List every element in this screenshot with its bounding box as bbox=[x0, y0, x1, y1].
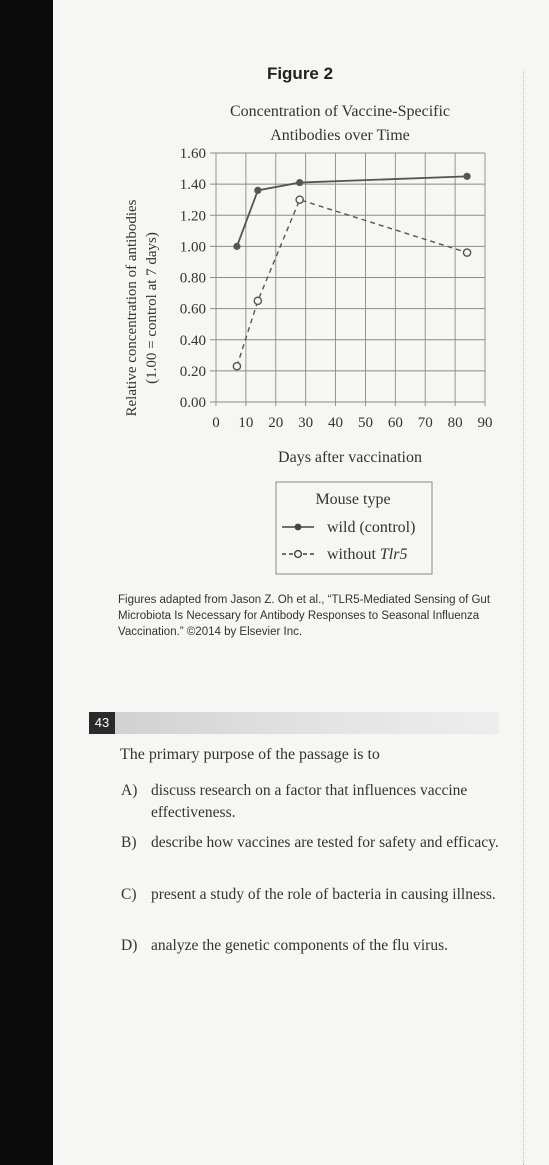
x-tick-label: 80 bbox=[447, 415, 463, 431]
antibody-line-chart bbox=[110, 95, 510, 585]
x-tick-label: 10 bbox=[238, 415, 254, 431]
legend-wild-marker bbox=[295, 524, 302, 531]
legend bbox=[276, 482, 432, 574]
option-letter: C) bbox=[121, 886, 137, 903]
legend-tlr5-label: without Tlr5 bbox=[327, 546, 408, 563]
data-series bbox=[233, 173, 470, 370]
y-tick-label: 1.40 bbox=[179, 177, 206, 194]
x-tick-label: 50 bbox=[357, 415, 373, 431]
option-text: discuss research on a factor that influences vaccine effectiveness. bbox=[151, 782, 468, 821]
column-divider bbox=[523, 70, 524, 1165]
data-point-wild bbox=[463, 173, 470, 180]
option-letter: B) bbox=[121, 834, 137, 851]
y-tick-label: 1.20 bbox=[179, 208, 206, 225]
question-stem: The primary purpose of the passage is to bbox=[120, 746, 380, 763]
x-tick-label: 0 bbox=[212, 415, 220, 431]
figure-title: Figure 2 bbox=[266, 64, 334, 83]
data-point-tlr5 bbox=[463, 249, 470, 256]
option-text: describe how vaccines are tested for safety and efficacy. bbox=[151, 834, 499, 851]
data-point-wild bbox=[254, 187, 261, 194]
y-tick-label: 0.20 bbox=[179, 363, 206, 380]
legend-wild-label: wild (control) bbox=[327, 519, 416, 536]
x-tick-label: 70 bbox=[417, 415, 433, 431]
question-header-bar bbox=[89, 712, 499, 734]
y-tick-label: 0.00 bbox=[179, 395, 206, 411]
y-axis-title-line-1: Relative concentration of antibodies bbox=[124, 199, 140, 417]
data-point-tlr5 bbox=[296, 196, 303, 203]
y-axis-title-line-2: (1.00 = control at 7 days) bbox=[144, 232, 160, 384]
question-number: 43 bbox=[89, 712, 115, 734]
left-margin-band bbox=[0, 0, 53, 1165]
x-tick-label: 20 bbox=[268, 415, 284, 431]
y-axis-title bbox=[124, 199, 160, 416]
answer-option-a[interactable] bbox=[121, 780, 501, 824]
option-letter: A) bbox=[121, 782, 138, 799]
data-point-tlr5 bbox=[233, 363, 240, 370]
y-tick-label: 0.40 bbox=[179, 332, 206, 349]
x-tick-labels bbox=[212, 415, 492, 431]
series-line-wild bbox=[237, 176, 467, 246]
y-tick-label: 0.60 bbox=[179, 301, 206, 318]
data-point-wild bbox=[233, 243, 240, 250]
chart-title-line-2: Antibodies over Time bbox=[270, 127, 410, 144]
option-text: present a study of the role of bacteria in causing illness. bbox=[151, 886, 496, 903]
legend-title: Mouse type bbox=[315, 491, 391, 508]
grid-lines bbox=[210, 153, 485, 406]
y-tick-label: 0.80 bbox=[179, 270, 206, 287]
x-tick-label: 30 bbox=[298, 415, 314, 431]
answer-option-d[interactable] bbox=[121, 935, 501, 957]
y-tick-label: 1.00 bbox=[179, 239, 206, 256]
legend-tlr5-marker bbox=[295, 551, 302, 558]
data-point-tlr5 bbox=[254, 297, 261, 304]
y-tick-labels bbox=[180, 146, 206, 411]
y-tick-label: 1.60 bbox=[179, 146, 206, 162]
answer-option-b[interactable] bbox=[121, 832, 501, 876]
series-line-tlr5 bbox=[237, 200, 467, 367]
option-text: analyze the genetic components of the flu virus. bbox=[151, 937, 448, 954]
answer-option-c[interactable] bbox=[121, 884, 501, 928]
x-axis-title: Days after vaccination bbox=[278, 449, 422, 466]
x-tick-label: 60 bbox=[387, 415, 403, 431]
x-tick-label: 90 bbox=[477, 415, 493, 431]
chart-title-line-1: Concentration of Vaccine-Specific bbox=[229, 103, 451, 120]
data-point-wild bbox=[296, 179, 303, 186]
option-letter: D) bbox=[121, 937, 138, 954]
figure-credit: Figures adapted from Jason Z. Oh et al., “TLR5-Mediated Sensing of Gut Microbiota Is Necessary for Antibody Responses to Seasonal Influenza Vaccination.” ©2014 by Elsevier Inc. bbox=[118, 594, 491, 638]
x-tick-label: 40 bbox=[328, 415, 344, 431]
